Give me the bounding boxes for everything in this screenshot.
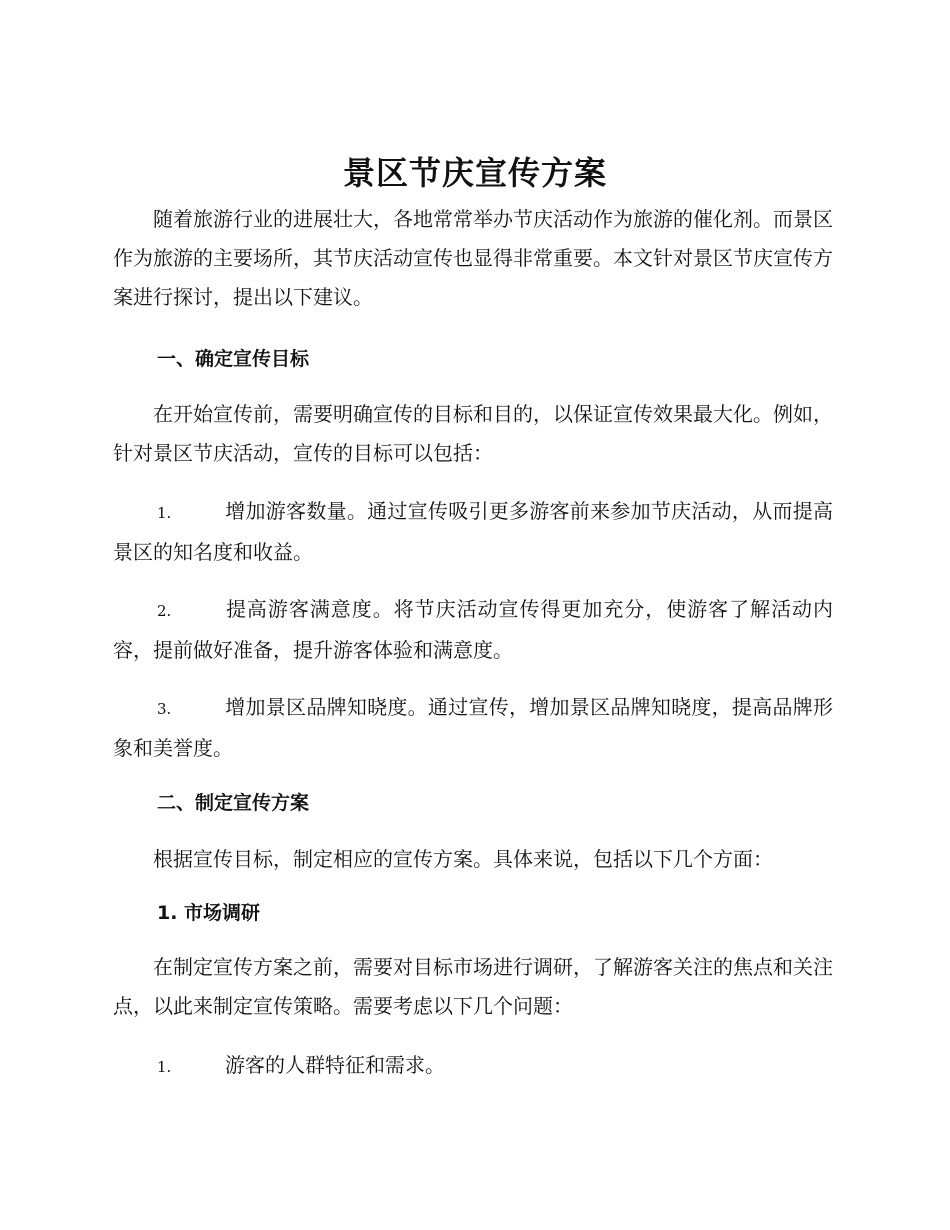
goals-paragraph: 在开始宣传前，需要明确宣传的目标和目的，以保证宣传效果最大化。例如，针对景区节庆活动，宣传的目标可以包括： [113,402,833,465]
list-item-number: 1. [157,504,172,522]
market-research-paragraph: 在制定宣传方案之前，需要对目标市场进行调研，了解游客关注的焦点和关注点，以此来制定宣传策略。需要考虑以下几个问题： [113,955,833,1018]
section-heading-goals: 一、确定宣传目标 [157,348,310,370]
intro-paragraph: 随着旅游行业的进展壮大，各地常常举办节庆活动作为旅游的催化剂。而景区作为旅游的主要场所，其节庆活动宣传也显得非常重要。本文针对景区节庆宣传方案进行探讨，提出以下建议。 [113,207,833,309]
list-item [113,688,833,768]
list-item [113,1046,833,1087]
list-item [113,492,833,572]
list-item-number: 2. [157,602,172,620]
list-item-text: 增加游客数量。通过宣传吸引更多游客前来参加节庆活动，从而提高景区的知名度和收益。 [113,499,833,564]
document-title: 景区节庆宣传方案 [342,154,607,192]
list-item-number: 1. [157,1058,172,1076]
subsection-heading-market-research: 1. 市场调研 [157,902,261,924]
list-item-text: 增加景区品牌知晓度。通过宣传，增加景区品牌知晓度，提高品牌形象和美誉度。 [113,695,833,760]
list-item [113,590,833,670]
list-item-text: 游客的人群特征和需求。 [225,1053,445,1077]
plan-paragraph: 根据宣传目标，制定相应的宣传方案。具体来说，包括以下几个方面： [153,847,773,871]
section-heading-plan: 二、制定宣传方案 [157,792,310,814]
list-item-text: 提高游客满意度。将节庆活动宣传得更加充分，使游客了解活动内容，提前做好准备，提升游客体验和满意度。 [113,597,833,662]
list-item-number: 3. [157,700,172,718]
